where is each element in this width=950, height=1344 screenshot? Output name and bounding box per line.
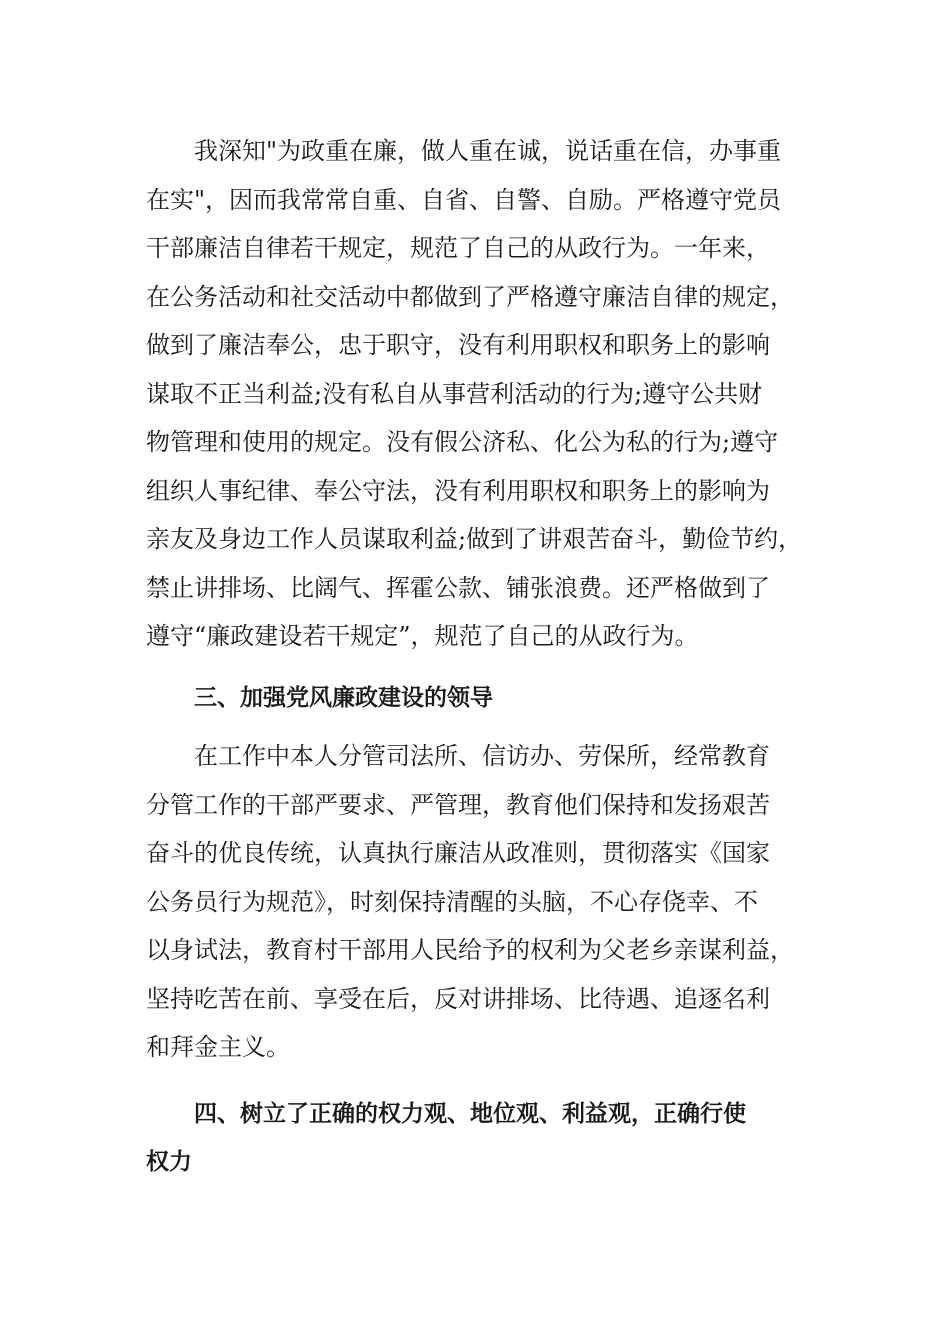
paragraph-line: 奋斗的优良传统，认真执行廉洁从政准则，贯彻落实《国家 (146, 839, 770, 867)
paragraph-integrity (146, 127, 810, 661)
paragraph-line: 和拜金主义。 (146, 1033, 290, 1061)
paragraph-line: 以身试法，教育村干部用人民给予的权利为父老乡亲谋利益， (146, 936, 794, 964)
paragraph-line: 遵守“廉政建设若干规定”，规范了自己的从政行为。 (146, 622, 699, 650)
heading-line: 三、加强党风廉政建设的领导 (194, 684, 493, 711)
paragraph-line: 在实"，因而我常常自重、自省、自警、自励。严格遵守党员 (146, 185, 782, 214)
paragraph-leadership (146, 732, 810, 1072)
paragraph-line: 干部廉洁自律若干规定，规范了自己的从政行为。一年来， (146, 234, 770, 262)
paragraph-line: 分管工作的干部严要求、严管理，教育他们保持和发扬艰苦 (146, 790, 770, 819)
section-heading-4 (146, 1090, 810, 1187)
paragraph-line: 谋取不正当利益;没有私自从事营利活动的行为;遵守公共财 (146, 379, 763, 408)
heading-line: 权力 (146, 1149, 192, 1175)
paragraph-line: 在公务活动和社交活动中都做到了严格遵守廉洁自律的规定， (146, 282, 794, 311)
paragraph-line: 在工作中本人分管司法所、信访办、劳保所，经常教育 (194, 742, 770, 770)
document-body (146, 127, 810, 1187)
section-heading-3 (146, 674, 810, 723)
paragraph-line: 禁止讲排场、比阔气、挥霍公款、铺张浪费。还严格做到了 (146, 573, 770, 602)
heading-line: 四、树立了正确的权力观、地位观、利益观，正确行使 (194, 1100, 746, 1127)
paragraph-line: 公务员行为规范》，时刻保持清醒的头脑，不心存侥幸、不 (146, 887, 758, 916)
paragraph-line: 坚持吃苦在前、享受在后，反对讲排场、比待遇、追逐名利 (146, 984, 770, 1013)
paragraph-line: 组织人事纪律、奉公守法，没有利用职权和职务上的影响为 (146, 476, 770, 505)
paragraph-line: 亲友及身边工作人员谋取利益;做到了讲艰苦奋斗，勤俭节约， (146, 525, 803, 553)
paragraph-line: 我深知"为政重在廉，做人重在诚，说话重在信，办事重 (194, 137, 782, 165)
paragraph-line: 物管理和使用的规定。没有假公济私、化公为私的行为;遵守 (146, 428, 779, 456)
paragraph-line: 做到了廉洁奉公，忠于职守，没有利用职权和职务上的影响 (146, 331, 770, 359)
